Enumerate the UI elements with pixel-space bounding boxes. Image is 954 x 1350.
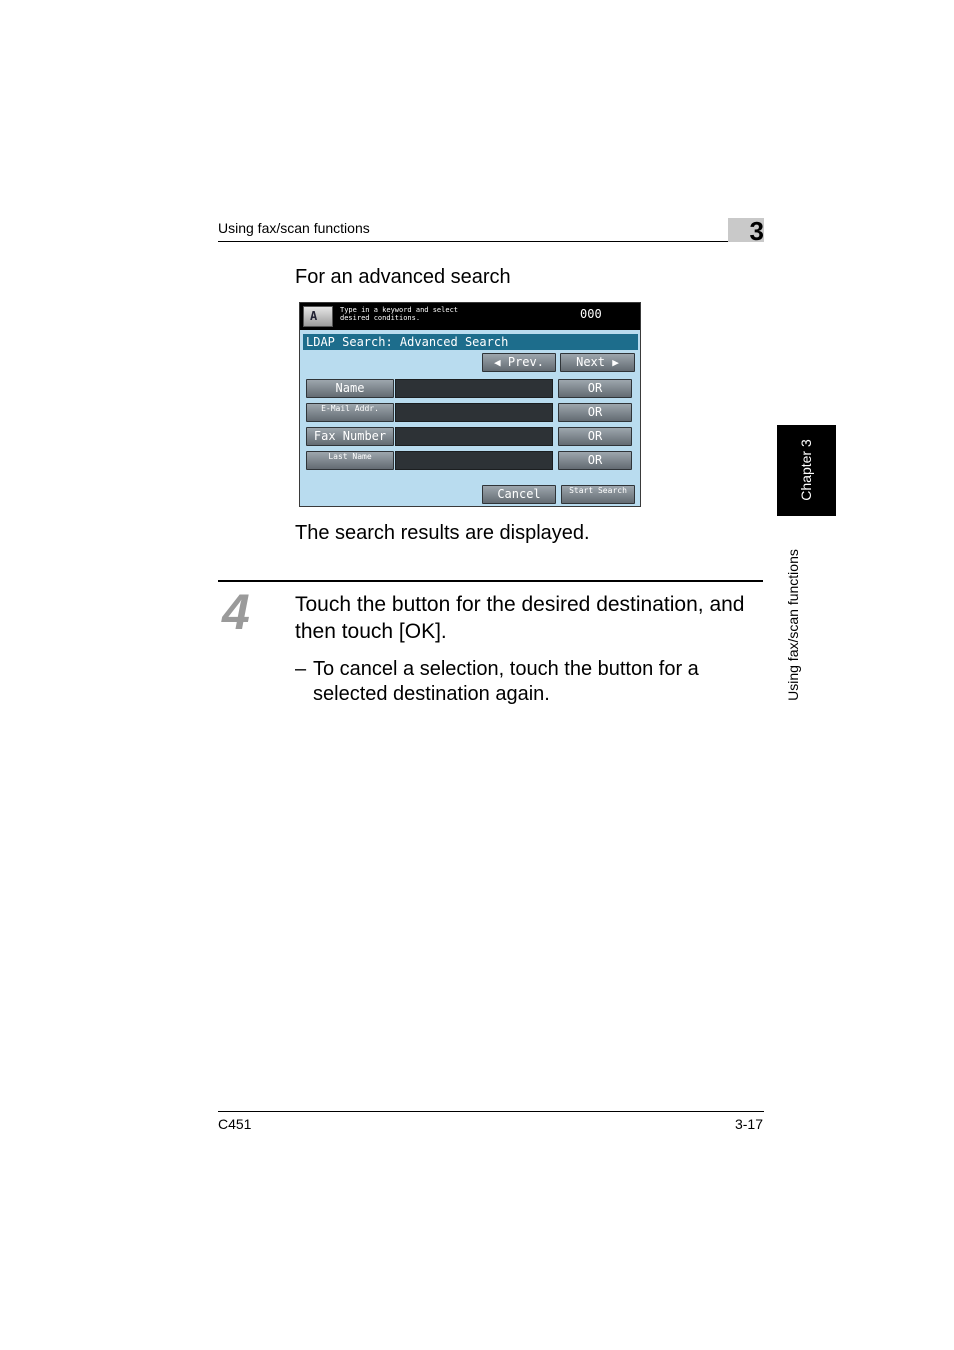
prev-button[interactable]: ◀ Prev. bbox=[482, 353, 556, 372]
step-number: 4 bbox=[222, 584, 250, 640]
fax-number-input[interactable] bbox=[395, 427, 553, 446]
footer-model: C451 bbox=[218, 1116, 252, 1132]
last-name-input[interactable] bbox=[395, 451, 553, 470]
email-input[interactable] bbox=[395, 403, 553, 422]
arrow-left-icon: ◀ bbox=[494, 356, 501, 369]
running-header: Using fax/scan functions bbox=[218, 220, 370, 236]
next-button[interactable]: Next ▶ bbox=[560, 353, 635, 372]
step-instruction: Touch the button for the desired destination, and then touch [OK]. bbox=[295, 593, 745, 643]
mode-icon: A bbox=[303, 306, 333, 327]
note-dash: – bbox=[295, 658, 307, 680]
name-field-button[interactable]: Name bbox=[306, 379, 394, 398]
cancel-button[interactable]: Cancel bbox=[482, 485, 556, 504]
arrow-right-icon: ▶ bbox=[612, 356, 619, 369]
last-name-or-button[interactable]: OR bbox=[558, 451, 632, 470]
page-number: 3-17 bbox=[734, 1116, 763, 1132]
name-or-button[interactable]: OR bbox=[558, 379, 632, 398]
start-search-button[interactable]: Start Search bbox=[561, 485, 635, 504]
side-section-label: Using fax/scan functions bbox=[785, 549, 801, 701]
header-rule bbox=[218, 241, 764, 242]
advanced-search-label: For an advanced search bbox=[295, 266, 511, 288]
name-input[interactable] bbox=[395, 379, 553, 398]
screen-counter: 000 bbox=[580, 307, 602, 321]
screen-title: LDAP Search: Advanced Search bbox=[303, 334, 638, 350]
chapter-number: 3 bbox=[749, 216, 764, 246]
email-field-button[interactable]: E-Mail Addr. bbox=[306, 403, 394, 422]
step-rule bbox=[218, 580, 763, 582]
fax-number-or-button[interactable]: OR bbox=[558, 427, 632, 446]
note-text: To cancel a selection, touch the button for a selected destination again. bbox=[313, 658, 699, 705]
ldap-advanced-search-screenshot bbox=[299, 302, 641, 507]
footer-rule bbox=[218, 1111, 764, 1112]
side-chapter-label: Chapter 3 bbox=[798, 439, 814, 501]
screen-message-bar bbox=[300, 303, 640, 330]
email-or-button[interactable]: OR bbox=[558, 403, 632, 422]
results-text: The search results are displayed. bbox=[295, 522, 590, 544]
screen-message: Type in a keyword and select desired conditions. bbox=[340, 306, 459, 322]
last-name-field-button[interactable]: Last Name bbox=[306, 451, 394, 470]
fax-number-field-button[interactable]: Fax Number bbox=[306, 427, 394, 446]
